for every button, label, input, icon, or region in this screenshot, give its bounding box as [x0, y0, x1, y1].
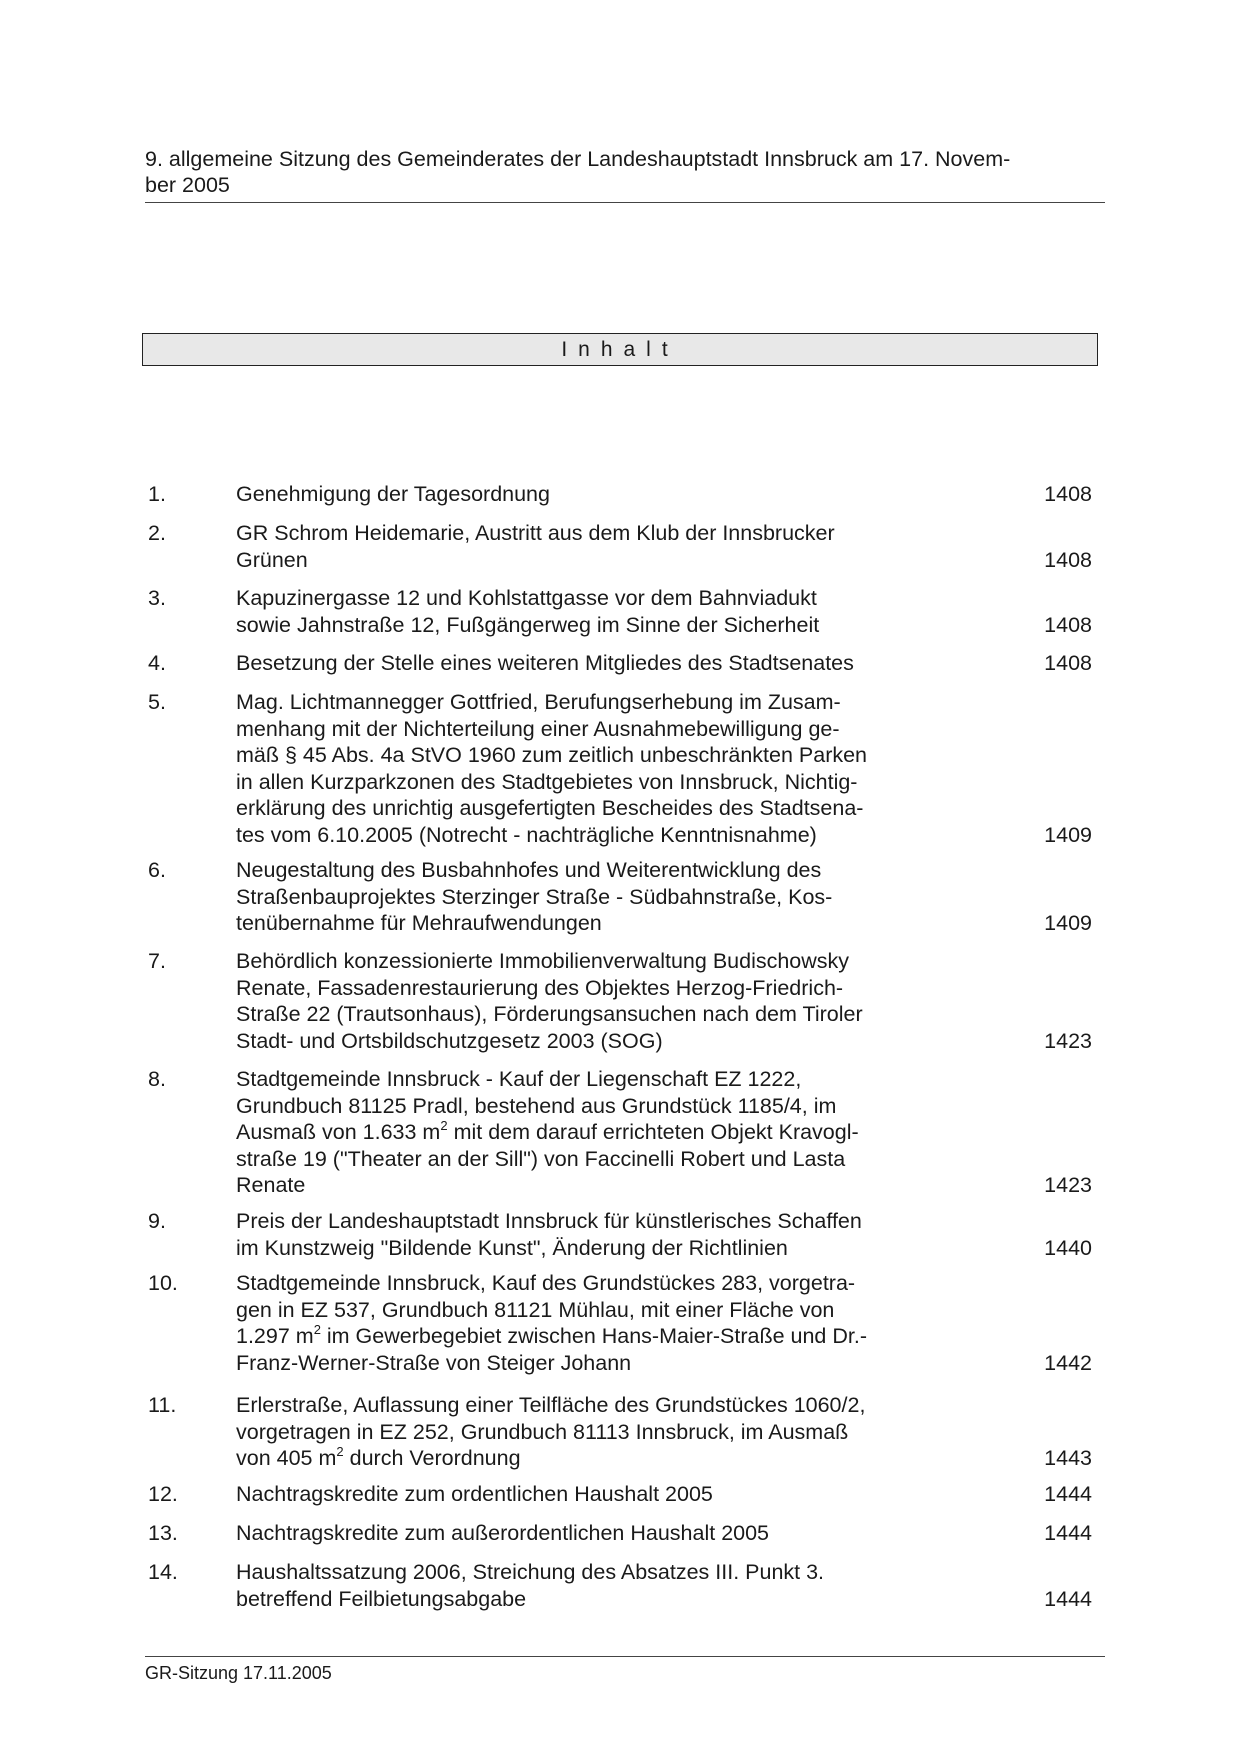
- toc-entry-title-line: vorgetragen in EZ 252, Grundbuch 81113 Innsbruck, im Ausmaß: [236, 1419, 849, 1444]
- toc-entry-page: 1408: [1044, 482, 1092, 506]
- toc-entry: [148, 585, 1092, 638]
- toc-entry-title-line: tes vom 6.10.2005 (Notrecht - nachträgliche Kenntnisnahme): [236, 822, 817, 847]
- toc-entry: [148, 1270, 1092, 1376]
- toc-entry-page: 1408: [1044, 612, 1092, 637]
- document-header: [145, 146, 1105, 203]
- toc-entry: [148, 1559, 1092, 1612]
- toc-entry-page: 1409: [1044, 911, 1092, 935]
- toc-entry-title-line: mäß § 45 Abs. 4a StVO 1960 zum zeitlich unbeschränkten Parken: [236, 743, 868, 767]
- toc-entry-title-line: Franz-Werner-Straße von Steiger Johann: [236, 1350, 632, 1375]
- toc-entry-page: 1444: [1044, 1586, 1092, 1611]
- toc-entry-title-line: 1.297 $m^2$ im Gewerbegebiet zwischen Hans-Maier-Straße und Dr.-: [236, 1322, 867, 1348]
- toc-entry-title: [236, 1208, 976, 1261]
- toc-entry: [148, 1066, 1092, 1199]
- toc-entry: [148, 520, 1092, 573]
- toc-entry-title-line: gen in EZ 537, Grundbuch 81121 Mühlau, mit einer Fläche von: [236, 1297, 835, 1322]
- toc-entry-number: 5.: [148, 690, 166, 714]
- toc-entry-number: 2.: [148, 521, 166, 545]
- toc-entry-title-line: Renate, Fassadenrestaurierung des Objektes Herzog-Friedrich-: [236, 975, 844, 1000]
- toc-entry-number: 8.: [148, 1067, 166, 1091]
- toc-entry-page: 1443: [1044, 1446, 1092, 1470]
- toc-entry-title: [236, 1270, 976, 1376]
- toc-entry-title: [236, 585, 976, 638]
- toc-entry: [148, 481, 1092, 508]
- toc-entry-title: [236, 689, 976, 848]
- toc-entry-title: [236, 1559, 976, 1612]
- toc-entry-title-line: straße 19 ("Theater an der Sill") von Faccinelli Robert und Lasta: [236, 1146, 846, 1171]
- toc-entry-title-line: Straßenbauprojektes Sterzinger Straße - Südbahnstraße, Kos-: [236, 884, 833, 909]
- toc-entry-title: [236, 520, 976, 573]
- toc-entry-page: 1409: [1044, 822, 1092, 847]
- toc-entry-title-line: Erlerstraße, Auflassung einer Teilfläche des Grundstückes 1060/2,: [236, 1393, 866, 1417]
- toc-entry-title: [236, 1520, 976, 1547]
- toc-entry-page: 1444: [1044, 1521, 1092, 1545]
- toc-entry-number: 14.: [148, 1560, 178, 1584]
- toc-entry-title: [236, 650, 976, 677]
- toc-entry-title: [236, 1392, 976, 1472]
- toc-entry: [148, 1481, 1092, 1508]
- toc-entry-title-line: Neugestaltung des Busbahnhofes und Weiterentwicklung des: [236, 858, 822, 882]
- toc-entry-title-line: Nachtragskredite zum außerordentlichen Haushalt 2005: [236, 1521, 770, 1545]
- toc-entry: [148, 1392, 1092, 1472]
- toc-entry-number: 13.: [148, 1521, 178, 1545]
- toc-entry-number: 10.: [148, 1271, 178, 1295]
- toc-entry-title-line: betreffend Feilbietungsabgabe: [236, 1586, 527, 1611]
- toc-entry: [148, 1520, 1092, 1547]
- toc-entry-number: 11.: [148, 1393, 177, 1417]
- toc-entry-title-line: Grundbuch 81125 Pradl, bestehend aus Grundstück 1185/4, im: [236, 1093, 837, 1118]
- toc-entry-page: 1408: [1044, 547, 1092, 572]
- toc-entry-page: 1444: [1044, 1482, 1092, 1506]
- toc-entry-title-line: in allen Kurzparkzonen des Stadtgebietes von Innsbruck, Nichtig-: [236, 769, 858, 794]
- toc-entry-number: 9.: [148, 1209, 166, 1233]
- toc-entry-number: 4.: [148, 651, 166, 675]
- toc-entry-title-line: Nachtragskredite zum ordentlichen Haushalt 2005: [236, 1482, 713, 1506]
- toc-entry-number: 3.: [148, 586, 166, 610]
- toc-entry-page: 1423: [1044, 1028, 1092, 1053]
- toc-entry: [148, 1208, 1092, 1261]
- toc-entry-title-line: Stadtgemeinde Innsbruck, Kauf des Grundstückes 283, vorgetra-: [236, 1271, 856, 1295]
- toc-entry-number: 7.: [148, 949, 166, 973]
- toc-entry-number: 1.: [148, 482, 166, 506]
- toc-entry-title-line: menhang mit der Nichterteilung einer Ausnahmebewilligung ge-: [236, 716, 840, 741]
- toc-entry-title-line: Besetzung der Stelle eines weiteren Mitgliedes des Stadtsenates: [236, 651, 854, 675]
- toc-entry: [148, 650, 1092, 677]
- toc-entry-title-line: Ausmaß von 1.633 $m^2$ mit dem darauf errichteten Objekt Kravogl-: [236, 1118, 859, 1144]
- toc-entry-title: [236, 481, 976, 508]
- toc-entry-number: 12.: [148, 1482, 178, 1506]
- toc-entry-title-line: Preis der Landeshauptstadt Innsbruck für künstlerisches Schaffen: [236, 1209, 862, 1233]
- footer-text: GR-Sitzung 17.11.2005: [145, 1663, 332, 1683]
- toc-entry-title-line: sowie Jahnstraße 12, Fußgängerweg im Sinne der Sicherheit: [236, 612, 820, 637]
- section-title: Inhalt: [561, 338, 679, 361]
- toc-entry: [148, 857, 1092, 937]
- toc-entry-title: [236, 948, 976, 1054]
- toc-entry-title-line: im Kunstzweig "Bildende Kunst", Änderung der Richtlinien: [236, 1235, 788, 1260]
- toc-entry-title: [236, 1066, 976, 1199]
- toc-entry-title: [236, 1481, 976, 1508]
- toc-entry-title-line: Kapuzinergasse 12 und Kohlstattgasse vor dem Bahnviadukt: [236, 586, 817, 610]
- toc-entry-title-line: tenübernahme für Mehraufwendungen: [236, 911, 602, 935]
- toc-entry: [148, 948, 1092, 1054]
- header-line-2: ber 2005: [145, 173, 230, 197]
- document-footer: [145, 1656, 1105, 1684]
- toc-entry-title-line: Genehmigung der Tagesordnung: [236, 482, 550, 506]
- toc-entry-page: 1442: [1044, 1350, 1092, 1375]
- toc-entry-title-line: von 405 $m^2$ durch Verordnung: [236, 1444, 521, 1470]
- toc-entry: [148, 689, 1092, 848]
- toc-entry-title-line: Mag. Lichtmannegger Gottfried, Berufungserhebung im Zusam-: [236, 690, 841, 714]
- toc-entry-title-line: Behördlich konzessionierte Immobilienverwaltung Budischowsky: [236, 949, 850, 973]
- section-title-box: [142, 333, 1098, 366]
- toc-entry-title-line: Renate: [236, 1173, 306, 1197]
- toc-entry-title-line: Stadtgemeinde Innsbruck - Kauf der Liegenschaft EZ 1222,: [236, 1067, 802, 1091]
- toc-entry-title-line: Stadt- und Ortsbildschutzgesetz 2003 (SOG): [236, 1028, 663, 1053]
- toc-entry-title-line: Haushaltssatzung 2006, Streichung des Absatzes III. Punkt 3.: [236, 1560, 825, 1584]
- toc-entry-page: 1440: [1044, 1235, 1092, 1260]
- toc-entry-title: [236, 857, 976, 937]
- toc-entry-number: 6.: [148, 858, 166, 882]
- header-line-1: 9. allgemeine Sitzung des Gemeinderates der Landeshauptstadt Innsbruck am 17. Novem-: [145, 147, 1011, 171]
- toc-entry-page: 1408: [1044, 651, 1092, 675]
- toc-entry-title-line: Grünen: [236, 547, 308, 572]
- toc-entry-title-line: erklärung des unrichtig ausgefertigten Bescheides des Stadtsena-: [236, 796, 864, 820]
- toc-entry-title-line: GR Schrom Heidemarie, Austritt aus dem Klub der Innsbrucker: [236, 521, 835, 545]
- toc-entry-title-line: Straße 22 (Trautsonhaus), Förderungsansuchen nach dem Tiroler: [236, 1002, 863, 1026]
- toc-entry-page: 1423: [1044, 1173, 1092, 1197]
